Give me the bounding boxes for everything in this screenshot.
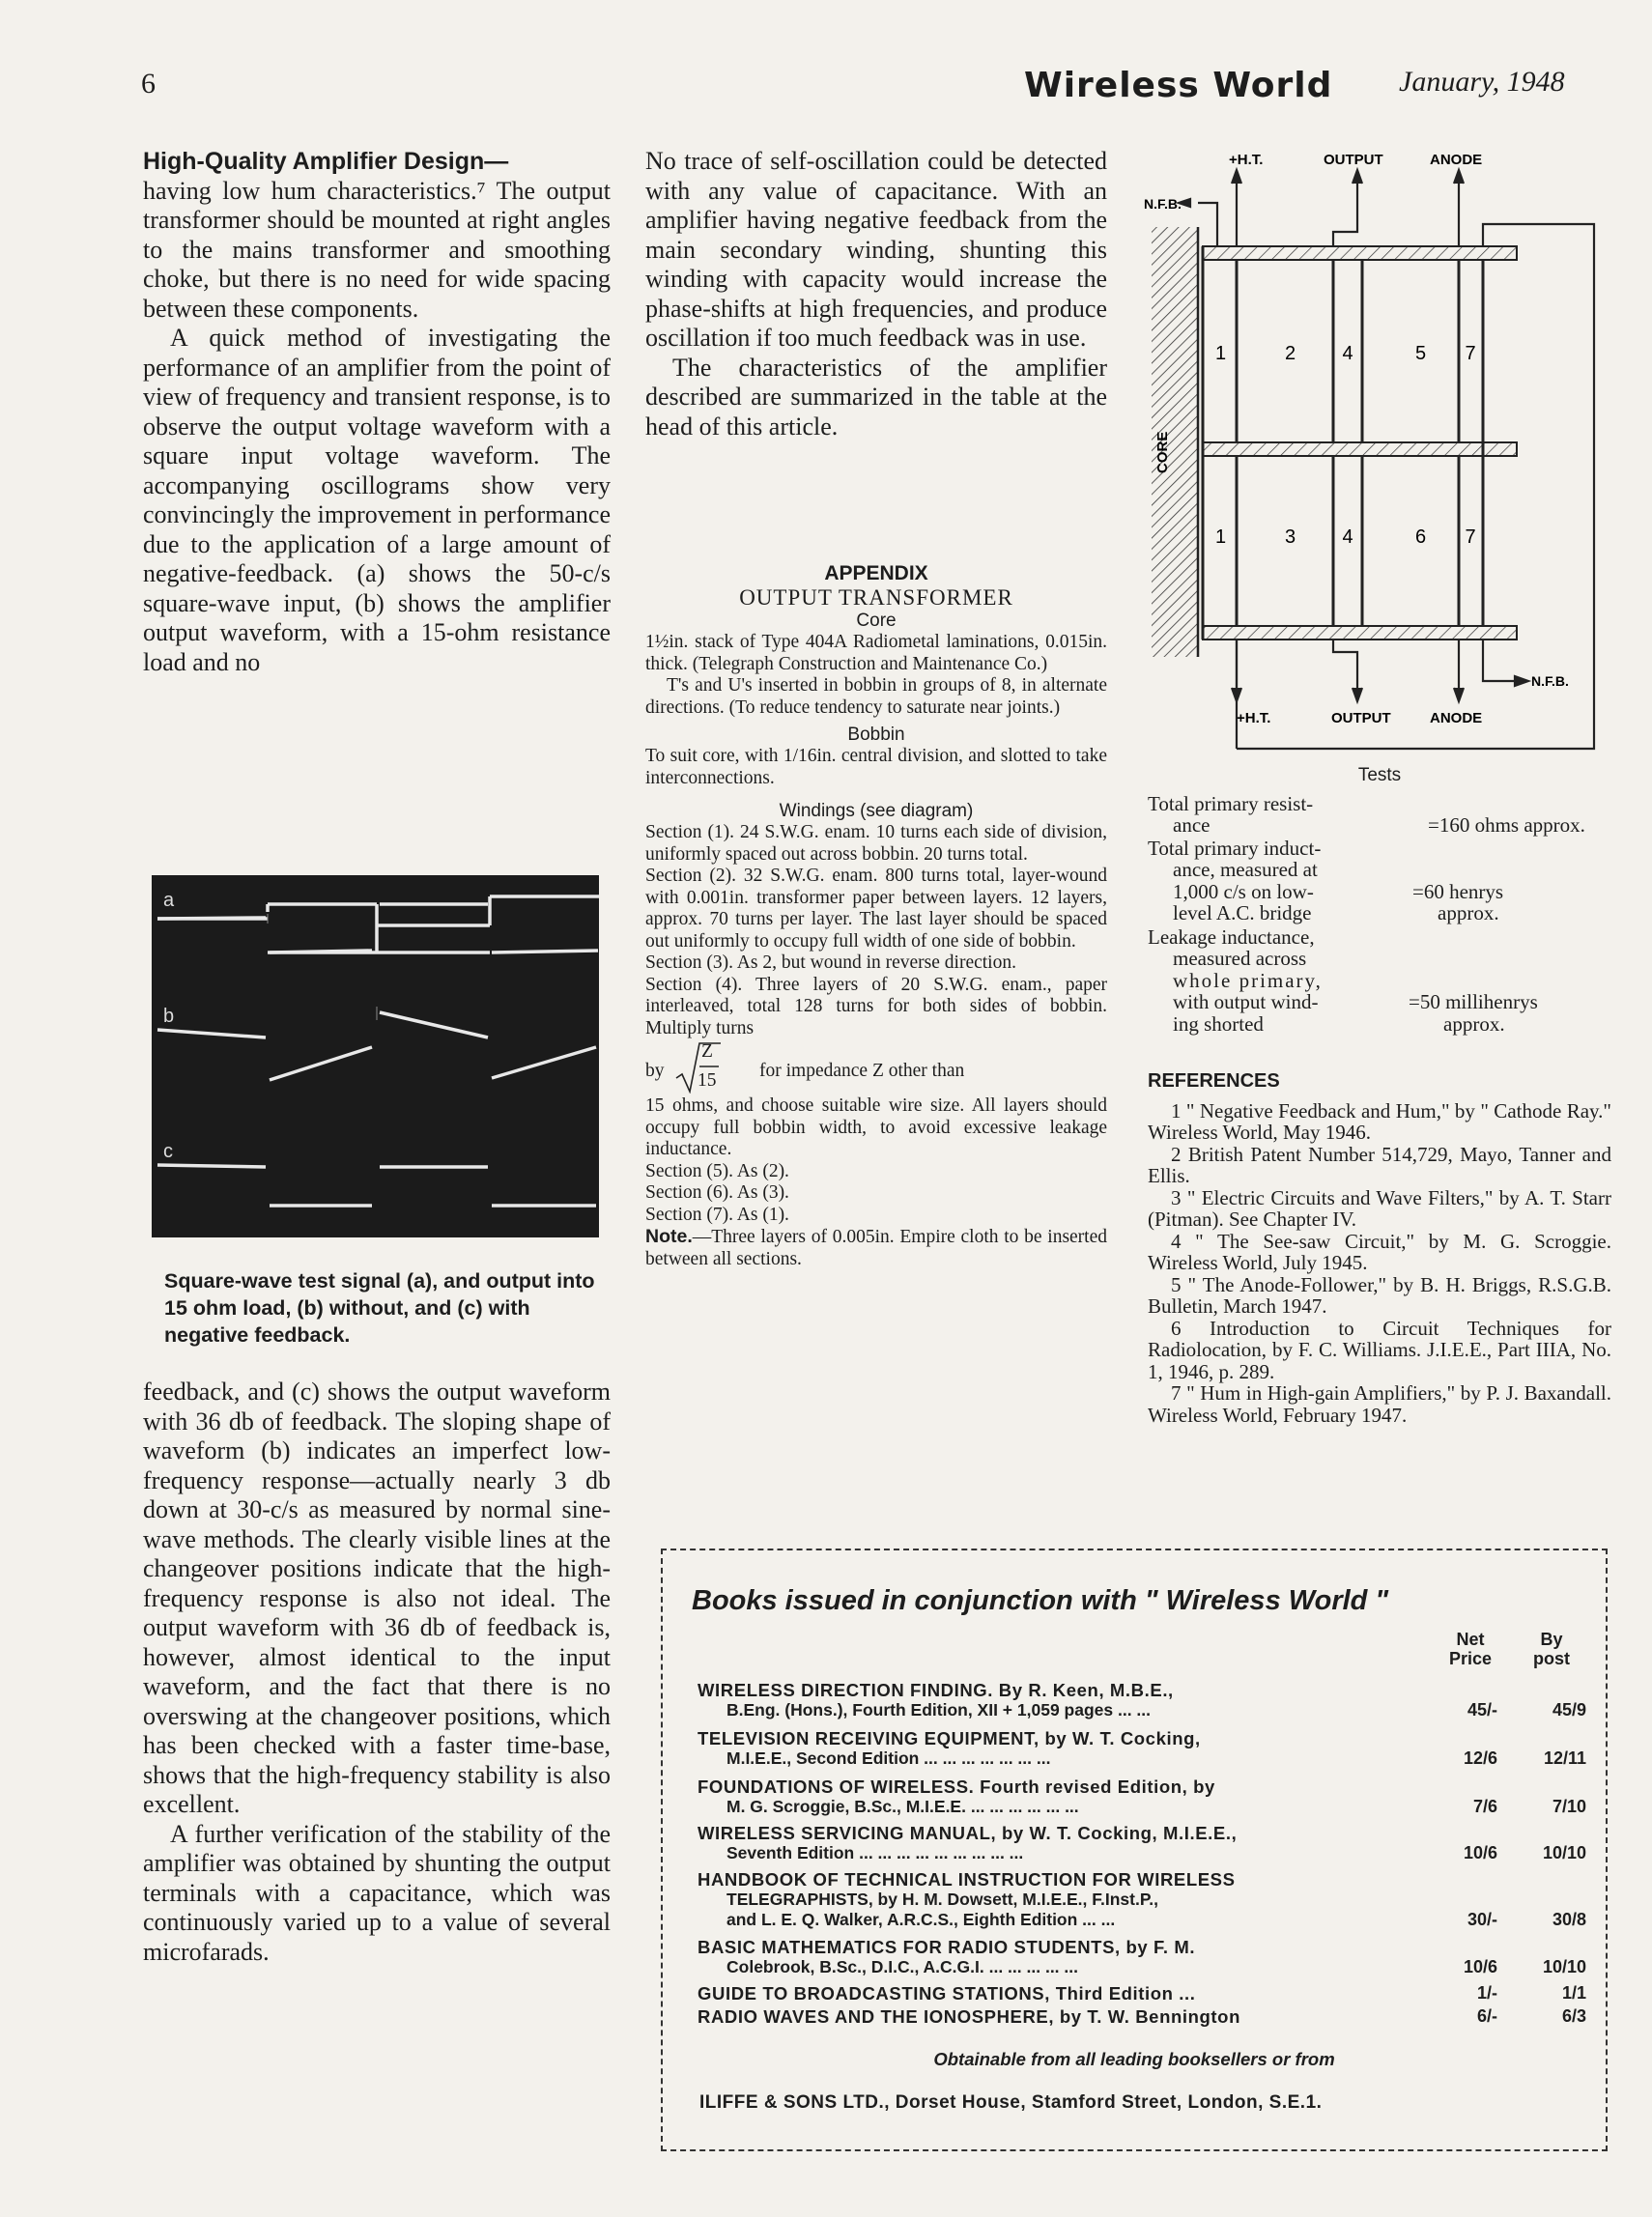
upper-section-5: 5: [1415, 343, 1427, 364]
tests-row-label: ance, measured at: [1173, 858, 1318, 881]
core-text-2: T's and U's inserted in bobbin in groups of 8, in alternate directions. (To reduce tendency to saturate near joints.): [645, 675, 1107, 718]
upper-section-4: 4: [1342, 343, 1353, 364]
column-2-top: [645, 147, 1107, 441]
book-item: [698, 1776, 1586, 1819]
section-4: Section (4). Three layers of 20 S.W.G. enam., paper interleaved, total 128 turns for both sides of bobbin. Multiply turns: [645, 974, 1107, 1038]
oscillogram-photo: [152, 875, 599, 1237]
col-post: post: [1533, 1649, 1570, 1668]
book-price: 12/6: [1463, 1748, 1497, 1768]
book-line: GUIDE TO BROADCASTING STATIONS, Third Edition ...: [698, 1983, 1196, 2004]
book-post: 6/3: [1561, 2006, 1586, 2026]
book-price: 45/-: [1467, 1700, 1497, 1720]
bobbin-heading: Bobbin: [847, 725, 905, 745]
formula-line: [645, 1039, 1107, 1095]
issue-date: January, 1948: [1399, 66, 1565, 98]
nfb-top-label: N.F.B.: [1144, 196, 1182, 212]
publisher-address: ILIFFE & SONS LTD., Dorset House, Stamford Street, London, S.E.1.: [699, 2092, 1323, 2113]
tests-row-value: =50 millihenrys: [1409, 989, 1538, 1013]
references-block: [1148, 1070, 1611, 1426]
section-1: Section (1). 24 S.W.G. enam. 10 turns each side of division, uniformly spaced out across bobbin. 20 turns total.: [645, 822, 1107, 865]
tests-row-label: 1,000 c/s on low-: [1173, 879, 1314, 903]
lower-section-1: 1: [1215, 526, 1227, 548]
tests-row-label: measured across: [1173, 947, 1307, 970]
col-net: Net: [1456, 1630, 1485, 1649]
tests-row-value: approx.: [1443, 1011, 1505, 1036]
formula-by: by: [645, 1061, 665, 1081]
section-6: Section (6). As (3).: [645, 1182, 789, 1203]
tests-row-label: Total primary resist-: [1148, 791, 1314, 815]
section-7: Section (7). As (1).: [645, 1204, 789, 1225]
paragraph: The characteristics of the amplifier described are summarized in the table at the head of this article.: [645, 353, 1107, 441]
tests-row-value: =160 ohms approx.: [1428, 812, 1585, 837]
book-item: [698, 1728, 1586, 1771]
masthead: Wireless World: [1024, 66, 1333, 105]
upper-section-7: 7: [1465, 343, 1476, 364]
section-4-continued: 15 ohms, and choose suitable wire size. All layers should occupy full bobbin width, to avoid excessive leakage inductance.: [645, 1095, 1107, 1159]
book-item: [698, 1680, 1586, 1722]
book-line: TELEGRAPHISTS, by H. M. Dowsett, M.I.E.E., F.Inst.P.,: [726, 1890, 1158, 1909]
reference-item: 2 British Patent Number 514,729, Mayo, Tanner and Ellis.: [1148, 1142, 1611, 1187]
tests-row-label: Leakage inductance,: [1148, 924, 1315, 949]
tests-row-resistance: [1148, 793, 1611, 838]
reference-item: 7 " Hum in High-gain Amplifiers," by P. J. Baxandall. Wireless World, February 1947.: [1148, 1381, 1611, 1427]
book-post: 7/10: [1552, 1797, 1586, 1816]
bobbin-text: To suit core, with 1/16in. central division, and slotted to take interconnections.: [645, 746, 1107, 788]
column-1-upper: [143, 147, 611, 677]
appendix-subtitle: OUTPUT TRANSFORMER: [739, 585, 1013, 610]
book-post: 1/1: [1561, 1983, 1586, 2003]
book-item: [698, 1823, 1586, 1865]
book-price: 10/6: [1463, 1957, 1497, 1976]
tests-row-label: ance: [1173, 813, 1211, 837]
reference-item: 1 " Negative Feedback and Hum," by " Cathode Ray." Wireless World, May 1946.: [1148, 1098, 1611, 1144]
note-label: Note.: [645, 1226, 693, 1247]
book-post: 12/11: [1543, 1748, 1586, 1768]
books-advertisement: [661, 1549, 1608, 2151]
book-line: Colebrook, B.Sc., D.I.C., A.C.G.I. ... ... ... ... ...: [726, 1957, 1078, 1976]
tests-row-label: Total primary induct-: [1148, 836, 1322, 860]
tests-row-leakage: [1148, 926, 1611, 1037]
books-title: Books issued in conjunction with " Wireless World ": [692, 1585, 1389, 1616]
appendix: [645, 562, 1107, 1270]
book-price: 30/-: [1467, 1910, 1497, 1929]
top-label-ht: +H.T.: [1229, 152, 1264, 168]
book-item: [698, 1983, 1586, 2004]
bottom-label-output: OUTPUT: [1331, 710, 1391, 726]
book-line: RADIO WAVES AND THE IONOSPHERE, by T. W. Bennington: [698, 2006, 1240, 2027]
lower-section-6: 6: [1415, 526, 1427, 548]
tests-row-label: ing shorted: [1173, 1011, 1264, 1036]
formula-numerator: Z: [701, 1041, 713, 1062]
lower-section-3: 3: [1285, 526, 1296, 548]
page-number: 6: [141, 68, 156, 99]
column-1-lower: [143, 1378, 611, 1967]
book-line: and L. E. Q. Walker, A.R.C.S., Eighth Edition ... ...: [726, 1910, 1116, 1929]
top-label-anode: ANODE: [1430, 152, 1483, 168]
book-post: 30/8: [1552, 1910, 1586, 1929]
book-item: [698, 1937, 1586, 1979]
book-line: Seventh Edition ... ... ... ... ... ... ... ... ...: [726, 1843, 1024, 1862]
column-head-net-price: [1441, 1630, 1499, 1668]
book-line: BASIC MATHEMATICS FOR RADIO STUDENTS, by F. M.: [698, 1937, 1196, 1957]
book-line: WIRELESS DIRECTION FINDING. By R. Keen, M.B.E.,: [698, 1680, 1174, 1700]
book-post: 10/10: [1542, 1957, 1586, 1976]
reference-item: 4 " The See-saw Circuit," by M. G. Scroggie. Wireless World, July 1945.: [1148, 1229, 1611, 1274]
paragraph: A further verification of the stability of the amplifier was obtained by shunting the output terminals with a capacitance, which was continuously varied up to a value of several microfarads.: [143, 1819, 611, 1966]
figure-caption: Square-wave test signal (a), and output into 15 ohm load, (b) without, and (c) with negative feedback.: [164, 1269, 595, 1347]
paragraph: having low hum characteristics.⁷ The output transformer should be mounted at right angles to the mains transformer and smoothing choke, but there is no need for wide spacing between these components.: [143, 176, 611, 323]
book-line: WIRELESS SERVICING MANUAL, by W. T. Cocking, M.I.E.E.,: [698, 1823, 1238, 1843]
transformer-winding-diagram: [1140, 145, 1613, 763]
paragraph: A quick method of investigating the performance of an amplifier from the point of view of frequency and transient response, is to observe the output voltage waveform with a square input voltage waveform. The accompanying oscillograms show very convincingly the improvement in performance due to the application of a large amount of negative-feedback. (a) shows the 50-c/s square-wave input, (b) shows the amplifier output waveform, with a 15-ohm resistance load and no: [143, 324, 611, 676]
book-line: HANDBOOK OF TECHNICAL INSTRUCTION FOR WIRELESS: [698, 1869, 1236, 1890]
trace-label-c: c: [163, 1141, 173, 1162]
core-text: 1½in. stack of Type 404A Radiometal laminations, 0.015in. thick. (Telegraph Construction and Maintenance Co.): [645, 632, 1107, 674]
book-line: TELEVISION RECEIVING EQUIPMENT, by W. T. Cocking,: [698, 1728, 1201, 1748]
col-by: By: [1540, 1630, 1563, 1649]
windings-heading: Windings (see diagram): [779, 801, 974, 821]
paragraph: feedback, and (c) shows the output waveform with 36 db of feedback. The sloping shape of waveform (b) indicates an imperfect low-frequency response—actually nearly 3 db down at 30-c/s as measured by normal sine-wave methods. The clearly visible lines at the changeover positions indicate that the high-frequency response is also not ideal. The output waveform with 36 db of feedback is, however, almost identical to the input waveform, and the fact that there is no overswing at the changeover positions, which has been checked with a faster time-base, shows that the high-frequency stability is also excellent.: [143, 1378, 611, 1818]
lower-section-4: 4: [1342, 526, 1353, 548]
book-post: 45/9: [1552, 1700, 1586, 1720]
bottom-label-anode: ANODE: [1430, 710, 1483, 726]
bottom-label-ht: +H.T.: [1237, 710, 1271, 726]
nfb-bottom-label: N.F.B.: [1531, 673, 1569, 689]
book-price: 10/6: [1463, 1843, 1497, 1862]
tests-row-value: approx.: [1438, 900, 1499, 924]
book-line: M.I.E.E., Second Edition ... ... ... ... ... ... ...: [726, 1748, 1051, 1768]
book-price: 6/-: [1476, 2006, 1497, 2026]
tests-row-label: whole primary,: [1173, 968, 1323, 992]
paragraph: No trace of self-oscillation could be detected with any value of capacitance. With an amplifier having negative feedback from the main secondary winding, shunting this winding with capacity would increase the phase-shifts at high frequencies, and produce oscillation if too much feedback was in use.: [645, 147, 1107, 352]
formula-after: for impedance Z other than: [759, 1061, 965, 1081]
article-title: High-Quality Amplifier Design—: [143, 148, 509, 175]
note-text: —Three layers of 0.005in. Empire cloth to be inserted between all sections.: [645, 1227, 1107, 1269]
book-price: 7/6: [1472, 1797, 1497, 1816]
tests-title: Tests: [1357, 765, 1402, 785]
references-title: REFERENCES: [1148, 1070, 1280, 1092]
books-footer-note: Obtainable from all leading booksellers or from: [933, 2049, 1335, 2069]
upper-section-2: 2: [1285, 343, 1296, 364]
section-3: Section (3). As 2, but wound in reverse direction.: [645, 952, 1016, 973]
book-post: 10/10: [1542, 1843, 1586, 1862]
tests-row-value: =60 henrys: [1412, 879, 1504, 903]
book-item: [698, 1869, 1586, 1933]
book-price: 1/-: [1476, 1983, 1497, 2003]
reference-item: 5 " The Anode-Follower," by B. H. Briggs, R.S.G.B. Bulletin, March 1947.: [1148, 1272, 1611, 1318]
col-price: Price: [1448, 1649, 1493, 1668]
tests-block: [1148, 765, 1611, 1037]
lower-section-7: 7: [1465, 526, 1476, 548]
tests-row-inductance: [1148, 838, 1611, 926]
core-heading: Core: [856, 611, 897, 631]
core-label: CORE: [1154, 431, 1171, 473]
column-head-by-post: [1523, 1630, 1581, 1668]
appendix-title: APPENDIX: [824, 562, 928, 584]
reference-item: 6 Introduction to Circuit Techniques for Radiolocation, by F. C. Williams. J.I.E.E., Part IIIA, No. 1, 1946, p. 289.: [1148, 1316, 1611, 1383]
tests-row-label: level A.C. bridge: [1173, 901, 1312, 924]
section-5: Section (5). As (2).: [645, 1160, 789, 1181]
section-2: Section (2). 32 S.W.G. enam. 800 turns total, layer-wound with 0.001in. transformer paper between layers. 12 layers, approx. 70 turns per layer. The last layer should be spaced out uniformly to occupy full width of one side of bobbin.: [645, 866, 1107, 952]
trace-label-a: a: [163, 890, 175, 911]
formula-denominator: 15: [698, 1070, 717, 1091]
trace-label-b: b: [163, 1006, 175, 1027]
tests-row-label: with output wind-: [1173, 990, 1319, 1013]
reference-item: 3 " Electric Circuits and Wave Filters," by A. T. Starr (Pitman). See Chapter IV.: [1148, 1185, 1611, 1231]
book-line: M. G. Scroggie, B.Sc., M.I.E.E. ... ... ... ... ... ...: [726, 1797, 1079, 1816]
top-label-output: OUTPUT: [1324, 152, 1383, 168]
book-item: [698, 2006, 1586, 2028]
upper-section-1: 1: [1215, 343, 1227, 364]
book-line: FOUNDATIONS OF WIRELESS. Fourth revised Edition, by: [698, 1776, 1215, 1797]
book-line: B.Eng. (Hons.), Fourth Edition, XII + 1,059 pages ... ...: [726, 1700, 1152, 1720]
